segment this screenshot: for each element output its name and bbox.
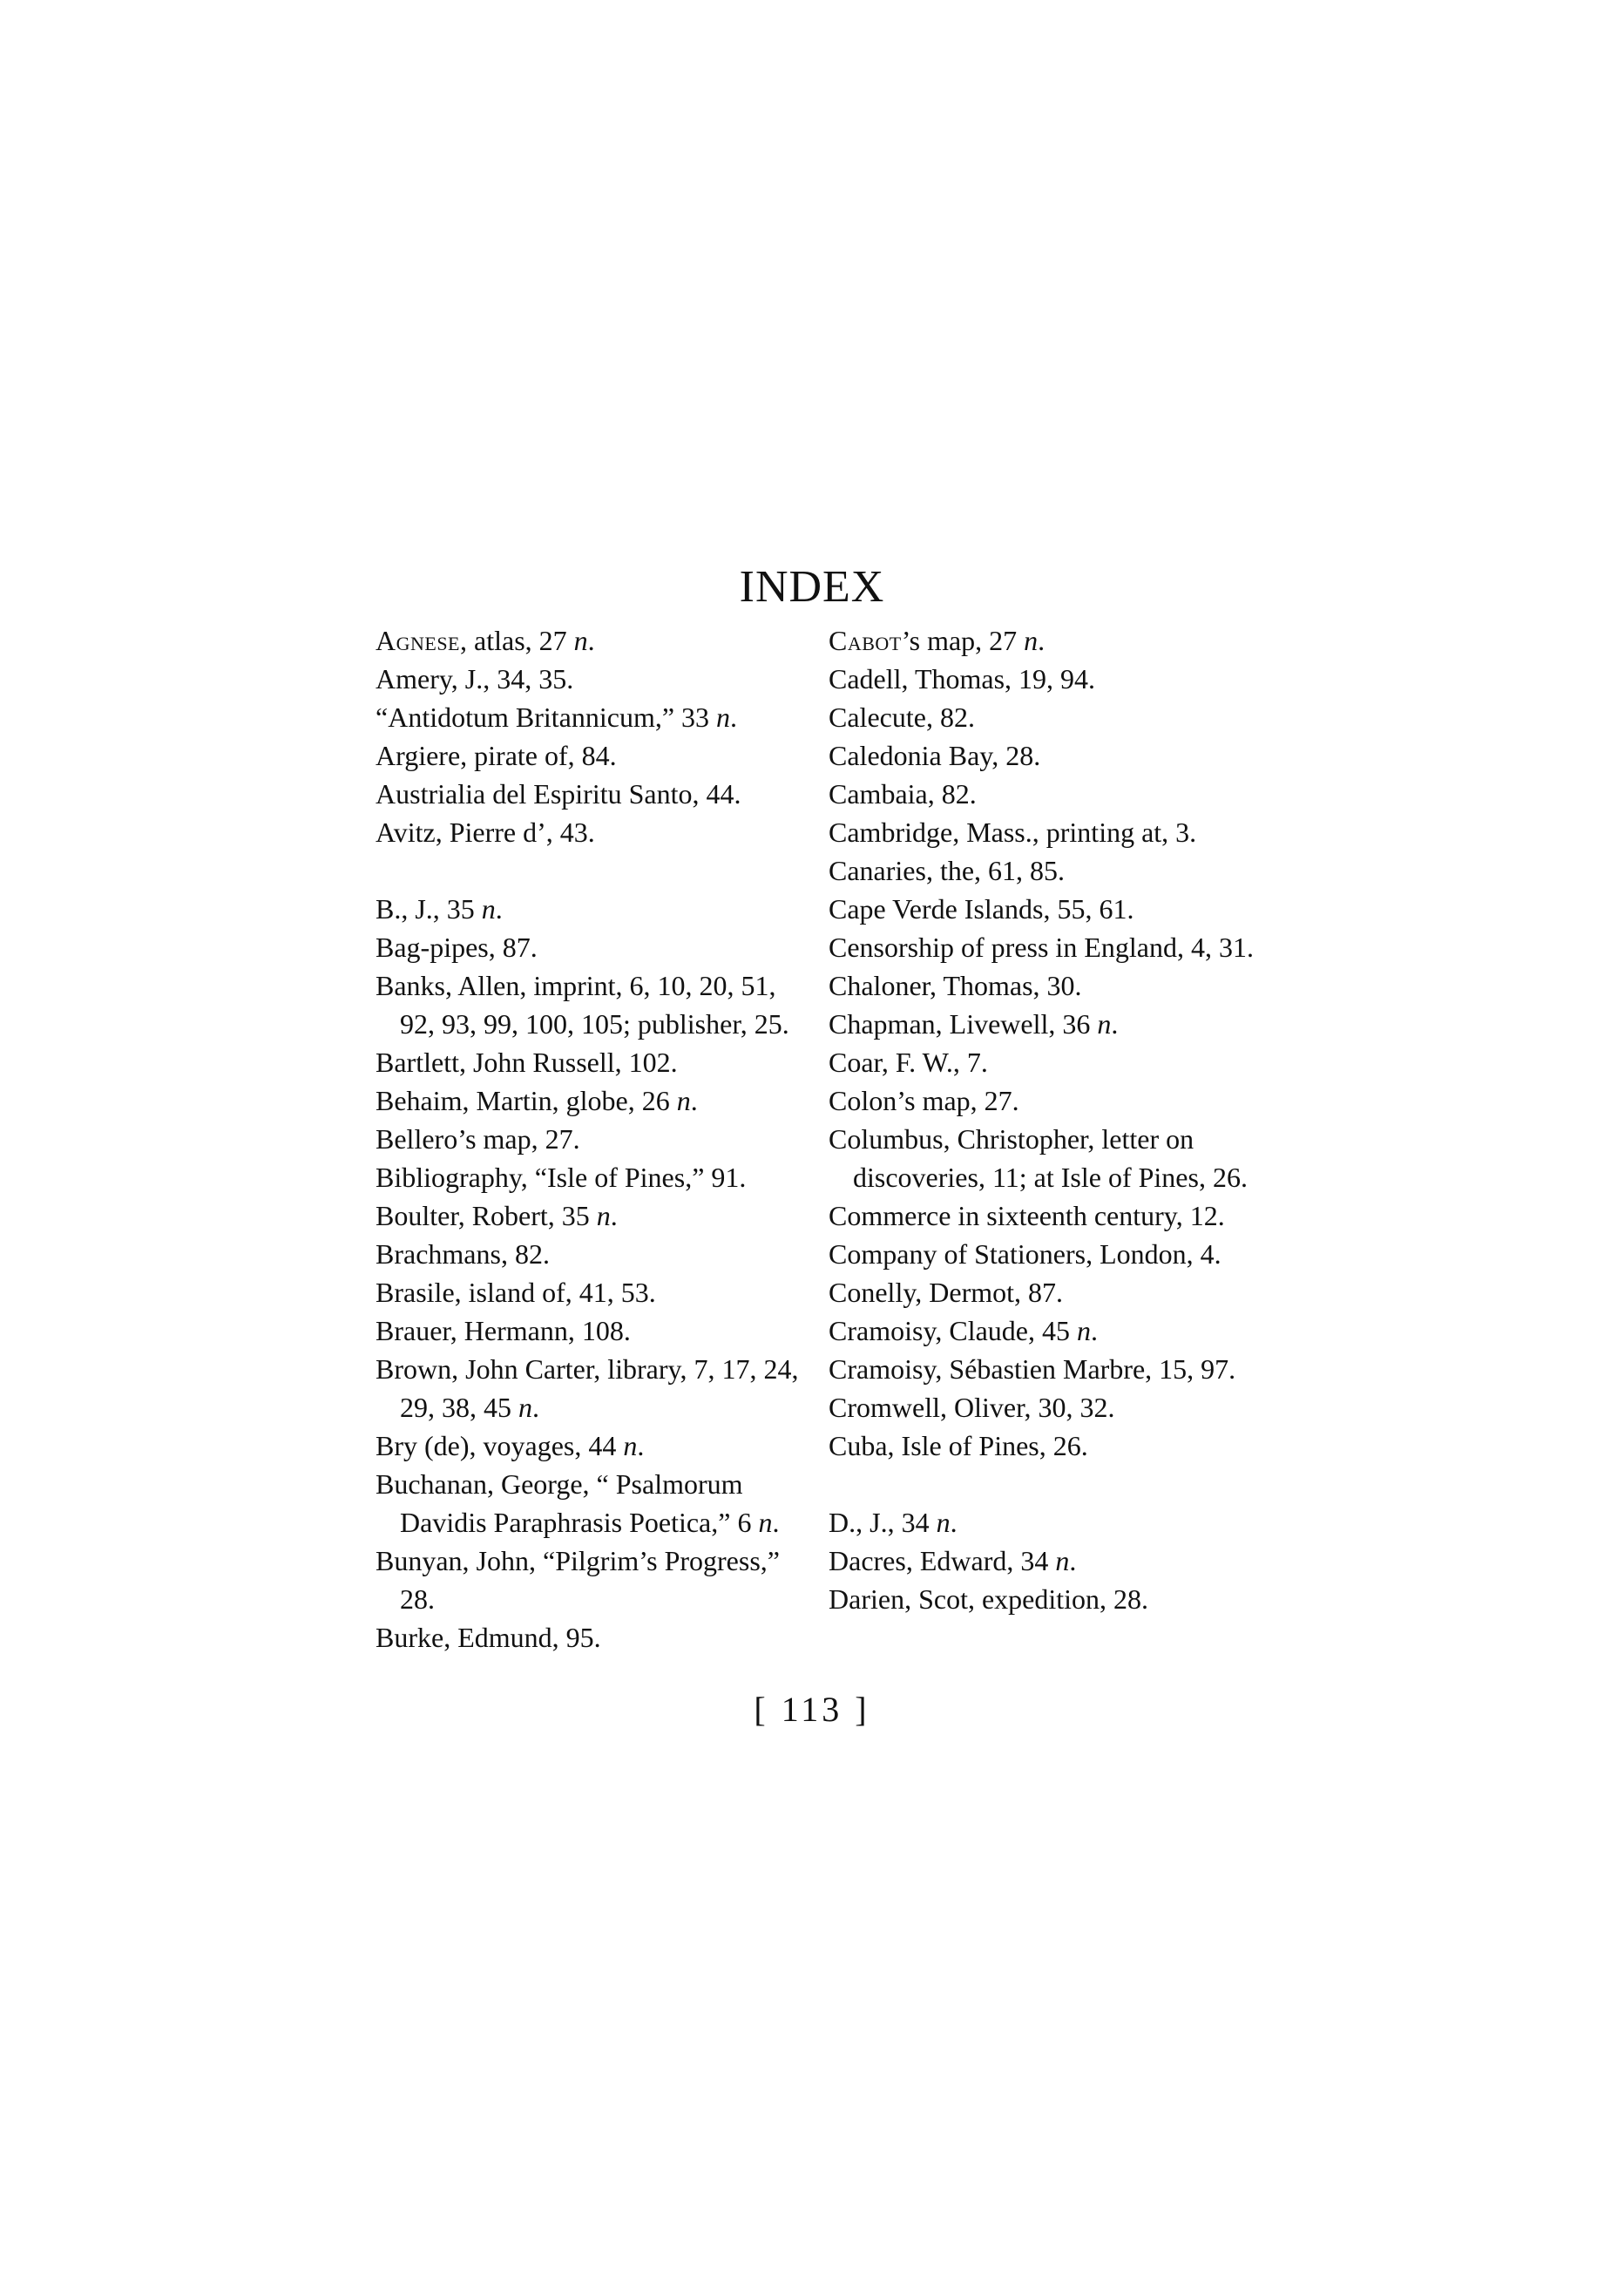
index-entry-text: Company of Stationers, London, 4.: [829, 1238, 1221, 1270]
index-entry: [829, 1542, 1264, 1580]
index-entry-text: Cape Verde Islands, 55, 61.: [829, 893, 1134, 925]
index-entry: [829, 1273, 1264, 1311]
index-entry: [376, 1158, 811, 1196]
index-entry: [376, 813, 811, 851]
index-entry: [376, 1120, 811, 1158]
note-marker: n: [1077, 1315, 1091, 1346]
index-entry-text: Caledonia Bay, 28.: [829, 740, 1041, 771]
index-entry: [376, 736, 811, 775]
index-entry: [376, 1350, 811, 1427]
index-entry-text: Brauer, Hermann, 108.: [376, 1315, 631, 1346]
index-entry-text: Bag-pipes, 87.: [376, 932, 538, 963]
index-entry-text: Banks, Allen, imprint, 6, 10, 20, 51, 92, 93, 99, 100, 105; publisher, 25.: [376, 970, 789, 1040]
index-entry: [829, 1427, 1264, 1465]
index-entry-text: Commerce in sixteenth century, 12.: [829, 1200, 1225, 1231]
index-entry-text: Colon’s map, 27.: [829, 1085, 1019, 1116]
index-entry-text: “Antidotum Britannicum,” 33: [376, 701, 717, 733]
index-entry: [829, 1081, 1264, 1120]
index-entry: [376, 1043, 811, 1081]
index-entry-text: Brown, John Carter, library, 7, 17, 24, 29, 38, 45: [376, 1353, 799, 1423]
index-entry-text: Buchanan, George, “ Psalmorum Davidis Paraphrasis Poetica,” 6: [376, 1468, 759, 1538]
index-headword: Cabot: [829, 625, 902, 656]
index-entry-text: Brachmans, 82.: [376, 1238, 550, 1270]
index-entry: [829, 1120, 1264, 1196]
index-entry: [376, 1235, 811, 1273]
entry-terminator: .: [730, 701, 738, 733]
index-entry-text: Behaim, Martin, globe, 26: [376, 1085, 677, 1116]
index-entry: [829, 928, 1264, 966]
index-entry: [376, 775, 811, 813]
index-entry-text: Calecute, 82.: [829, 701, 975, 733]
index-headword: Agnese: [376, 625, 460, 656]
index-entry-text: Cromwell, Oliver, 30, 32.: [829, 1392, 1115, 1423]
entry-terminator: .: [610, 1200, 618, 1231]
index-entry: [829, 1388, 1264, 1427]
index-entry: [376, 1427, 811, 1465]
page-number: [ 113 ]: [754, 1690, 870, 1729]
note-marker: n: [623, 1430, 638, 1461]
index-entry: [829, 1311, 1264, 1350]
entry-terminator: .: [772, 1507, 780, 1538]
index-entry: [829, 1503, 1264, 1542]
index-entry-text: Cambaia, 82.: [829, 778, 977, 810]
note-marker: n: [936, 1507, 951, 1538]
index-entry: [376, 890, 811, 928]
index-entry-text: Cuba, Isle of Pines, 26.: [829, 1430, 1088, 1461]
index-entry: [376, 621, 811, 660]
index-entry: [829, 1196, 1264, 1235]
entry-terminator: .: [1069, 1545, 1077, 1576]
index-entry: [829, 1043, 1264, 1081]
note-marker: n: [716, 701, 731, 733]
index-entry-text: Canaries, the, 61, 85.: [829, 855, 1066, 886]
index-entry: [376, 1081, 811, 1120]
index-entry-text: Avitz, Pierre d’, 43.: [376, 817, 595, 848]
index-entry-text: Boulter, Robert, 35: [376, 1200, 597, 1231]
index-entry: [829, 1580, 1264, 1618]
page-title: INDEX: [739, 562, 885, 612]
index-entry: [829, 698, 1264, 736]
index-column-right: [829, 621, 1264, 1618]
index-entry-text: Chaloner, Thomas, 30.: [829, 970, 1082, 1001]
entry-terminator: .: [532, 1392, 539, 1423]
index-entry-text: Cramoisy, Sébastien Marbre, 15, 97.: [829, 1353, 1236, 1385]
note-marker: n: [1024, 625, 1039, 656]
index-entry: [829, 851, 1264, 890]
note-marker: n: [1097, 1008, 1112, 1040]
index-entry-text: Darien, Scot, expedition, 28.: [829, 1583, 1149, 1615]
index-entry-text: Bibliography, “Isle of Pines,” 91.: [376, 1162, 747, 1193]
index-entry-text: Conelly, Dermot, 87.: [829, 1277, 1063, 1308]
index-entry-text: Bry (de), voyages, 44: [376, 1430, 624, 1461]
index-entry: [829, 1350, 1264, 1388]
index-entry-text: Burke, Edmund, 95.: [376, 1622, 601, 1653]
note-marker: n: [518, 1392, 532, 1423]
entry-terminator: .: [1038, 625, 1045, 656]
index-entry: [376, 1273, 811, 1311]
index-entry: [829, 775, 1264, 813]
index-entry-text: , atlas, 27: [460, 625, 574, 656]
index-entry: [829, 621, 1264, 660]
note-marker: n: [676, 1085, 691, 1116]
index-entry-text: Coar, F. W., 7.: [829, 1047, 988, 1078]
entry-terminator: .: [587, 625, 595, 656]
entry-terminator: .: [495, 893, 503, 925]
index-entry-text: Bartlett, John Russell, 102.: [376, 1047, 678, 1078]
index-entry-text: Argiere, pirate of, 84.: [376, 740, 617, 771]
index-entry: [829, 736, 1264, 775]
index-entry-text: Amery, J., 34, 35.: [376, 663, 574, 695]
index-entry: [376, 1465, 811, 1542]
index-entry-text: B., J., 35: [376, 893, 482, 925]
note-marker: n: [573, 625, 588, 656]
entry-terminator: .: [690, 1085, 698, 1116]
index-entry: [376, 698, 811, 736]
index-column-left: [376, 621, 811, 1657]
index-entry-text: Dacres, Edward, 34: [829, 1545, 1056, 1576]
entry-terminator: .: [1111, 1008, 1119, 1040]
index-entry: [829, 660, 1264, 698]
index-entry: [829, 966, 1264, 1005]
note-marker: n: [596, 1200, 611, 1231]
index-entry-text: Cambridge, Mass., printing at, 3.: [829, 817, 1197, 848]
index-entry-text: Austrialia del Espiritu Santo, 44.: [376, 778, 741, 810]
index-entry: [376, 660, 811, 698]
index-entry-text: Chapman, Livewell, 36: [829, 1008, 1098, 1040]
entry-terminator: .: [637, 1430, 645, 1461]
note-marker: n: [1055, 1545, 1070, 1576]
index-entry-text: Bunyan, John, “Pilgrim’s Progress,” 28.: [376, 1545, 780, 1615]
note-marker: n: [758, 1507, 773, 1538]
index-entry: [376, 1542, 811, 1618]
index-entry: [829, 1005, 1264, 1043]
index-entry-text: D., J., 34: [829, 1507, 937, 1538]
index-entry-text: Cramoisy, Claude, 45: [829, 1315, 1077, 1346]
index-entry-text: Brasile, island of, 41, 53.: [376, 1277, 656, 1308]
index-entry: [376, 1618, 811, 1657]
note-marker: n: [481, 893, 496, 925]
index-entry: [376, 1311, 811, 1350]
index-entry: [829, 1235, 1264, 1273]
index-entry-text: Columbus, Christopher, letter on discoveries, 11; at Isle of Pines, 26.: [829, 1123, 1248, 1193]
index-entry: [829, 890, 1264, 928]
index-entry: [376, 1196, 811, 1235]
index-entry: [376, 928, 811, 966]
index-entry-text: ’s map, 27: [901, 625, 1025, 656]
index-entry-text: Bellero’s map, 27.: [376, 1123, 580, 1155]
entry-terminator: .: [1091, 1315, 1098, 1346]
index-entry: [829, 813, 1264, 851]
index-entry-text: Censorship of press in England, 4, 31.: [829, 932, 1254, 963]
entry-terminator: .: [950, 1507, 957, 1538]
index-entry-text: Cadell, Thomas, 19, 94.: [829, 663, 1096, 695]
index-entry: [376, 966, 811, 1043]
